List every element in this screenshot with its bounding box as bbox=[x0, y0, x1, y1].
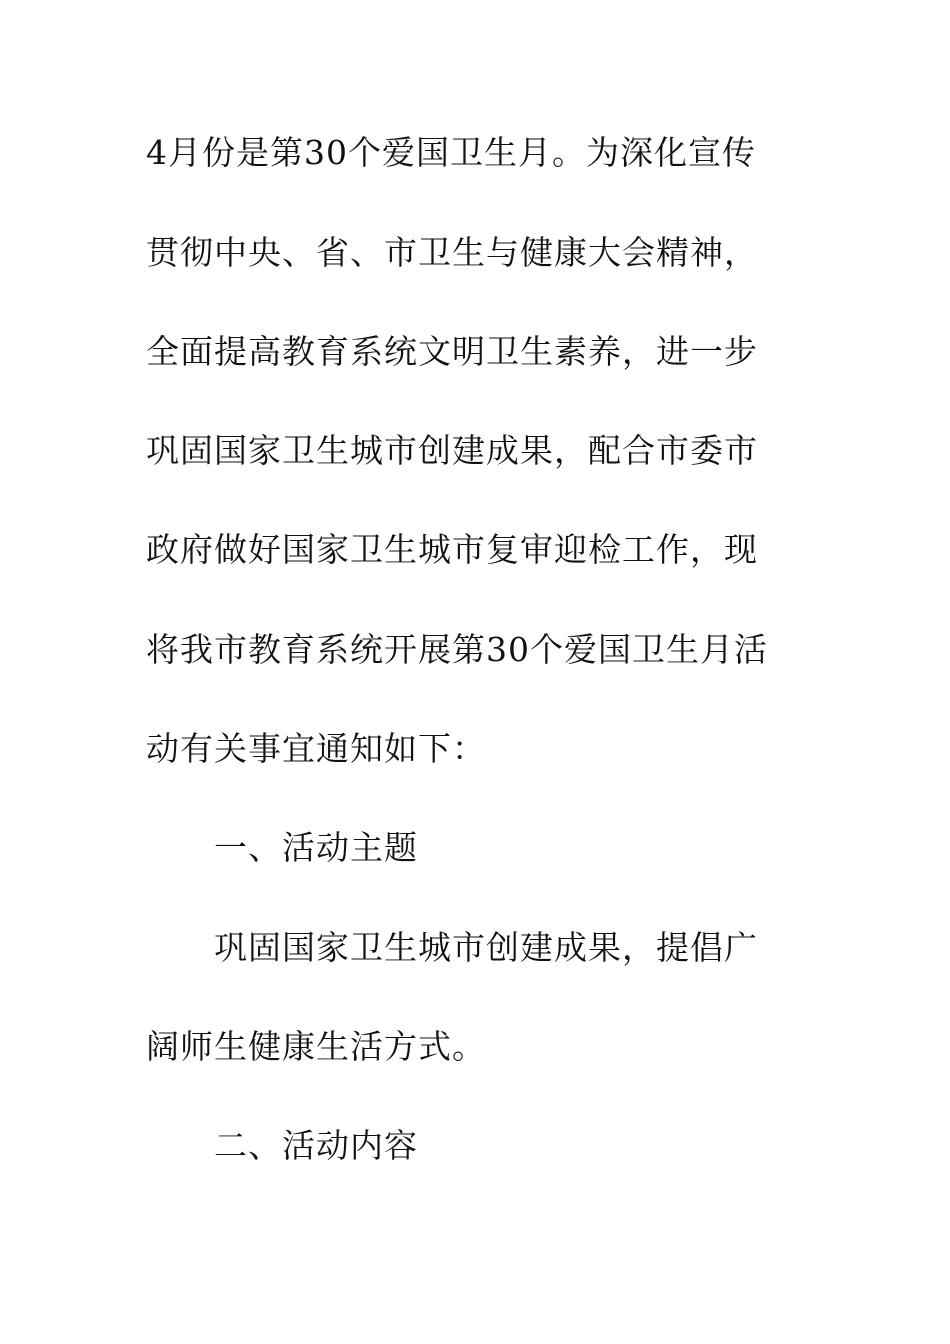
section-heading: 一、活动主题 bbox=[214, 828, 418, 867]
paragraph-line: 将我市教育系统开展第30个爱国卫生月活 bbox=[146, 630, 768, 669]
paragraph-line: 巩固国家卫生城市创建成果，配合市委市 bbox=[146, 431, 758, 470]
paragraph-line: 全面提高教育系统文明卫生素养，进一步 bbox=[146, 332, 758, 371]
paragraph-line: 阔师生健康生活方式。 bbox=[146, 1027, 486, 1066]
section-heading: 二、活动内容 bbox=[214, 1126, 418, 1165]
paragraph-line: 贯彻中央、省、市卫生与健康大会精神， bbox=[146, 233, 758, 272]
paragraph-line: 政府做好国家卫生城市复审迎检工作，现 bbox=[146, 530, 758, 569]
paragraph-line: 4月份是第30个爱国卫生月。为深化宣传 bbox=[146, 133, 756, 172]
paragraph-line: 巩固国家卫生城市创建成果，提倡广 bbox=[214, 928, 758, 967]
paragraph-line: 动有关事宜通知如下： bbox=[146, 729, 486, 768]
